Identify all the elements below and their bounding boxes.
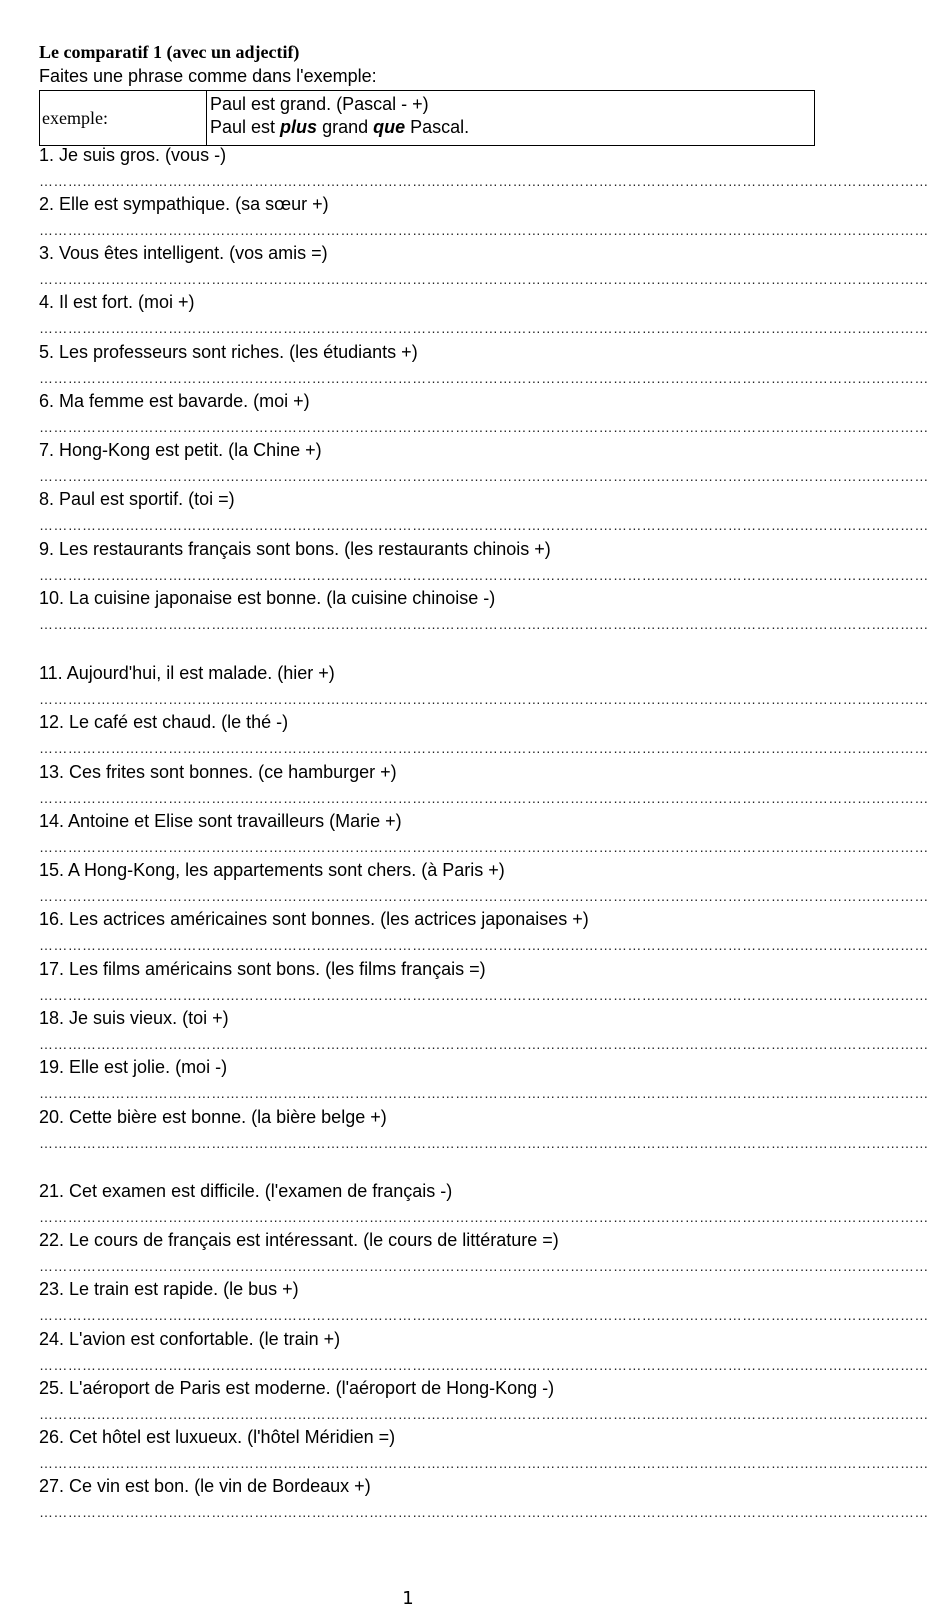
example-que: que xyxy=(373,117,406,137)
exercise-item xyxy=(39,489,929,539)
exercise-item xyxy=(39,440,929,490)
exercise-item xyxy=(39,909,929,959)
exercise-item xyxy=(39,1181,929,1231)
exercise-item xyxy=(39,712,929,762)
exercise-item xyxy=(39,762,929,812)
exercise-question: 20. Cette bière est bonne. (la bière belge +) xyxy=(39,1107,387,1127)
example-text: Paul est xyxy=(210,117,281,137)
exercise-item xyxy=(39,860,929,910)
answer-line[interactable]: …………………………………………………………………………………………………………………………………………………………………… xyxy=(39,888,929,904)
answer-line[interactable]: …………………………………………………………………………………………………………………………………………………………………… xyxy=(39,1258,929,1274)
example-plus: plus xyxy=(280,117,318,137)
exercise-question: 21. Cet examen est difficile. (l'examen de français -) xyxy=(39,1181,453,1201)
exercise-question: 26. Cet hôtel est luxueux. (l'hôtel Méridien =) xyxy=(39,1427,396,1447)
example-text: grand xyxy=(317,117,374,137)
answer-line[interactable]: …………………………………………………………………………………………………………………………………………………………………… xyxy=(39,1036,929,1052)
exercise-question: 15. A Hong-Kong, les appartements sont chers. (à Paris +) xyxy=(39,860,505,880)
example-sentences xyxy=(207,91,469,145)
exercise-question: 8. Paul est sportif. (toi =) xyxy=(39,489,235,509)
answer-line[interactable]: …………………………………………………………………………………………………………………………………………………………………… xyxy=(39,222,929,238)
answer-line[interactable]: …………………………………………………………………………………………………………………………………………………………………… xyxy=(39,1209,929,1225)
exercise-question: 18. Je suis vieux. (toi +) xyxy=(39,1008,229,1028)
exercise-item xyxy=(39,391,929,441)
exercise-question: 7. Hong-Kong est petit. (la Chine +) xyxy=(39,440,322,460)
exercise-item xyxy=(39,1230,929,1280)
exercise-question: 17. Les films américains sont bons. (les films français =) xyxy=(39,959,486,979)
exercise-question: 23. Le train est rapide. (le bus +) xyxy=(39,1279,299,1299)
exercise-question: 6. Ma femme est bavarde. (moi +) xyxy=(39,391,310,411)
answer-line[interactable]: …………………………………………………………………………………………………………………………………………………………………… xyxy=(39,320,929,336)
exercise-question: 10. La cuisine japonaise est bonne. (la cuisine chinoise -) xyxy=(39,588,496,608)
exercise-item xyxy=(39,243,929,293)
answer-line[interactable]: …………………………………………………………………………………………………………………………………………………………………… xyxy=(39,1406,929,1422)
example-text: Pascal. xyxy=(405,117,470,137)
exercise-item xyxy=(39,1329,929,1379)
exercise-item xyxy=(39,1279,929,1329)
worksheet-title: Le comparatif 1 (avec un adjectif) xyxy=(39,42,300,62)
exercise-item xyxy=(39,292,929,342)
example-line-1: Paul est grand. (Pascal - +) xyxy=(210,94,429,114)
exercise-item xyxy=(39,959,929,1009)
answer-line[interactable]: …………………………………………………………………………………………………………………………………………………………………… xyxy=(39,691,929,707)
exercise-question: 3. Vous êtes intelligent. (vos amis =) xyxy=(39,243,328,263)
exercise-question: 9. Les restaurants français sont bons. (les restaurants chinois +) xyxy=(39,539,551,559)
exercise-question: 12. Le café est chaud. (le thé -) xyxy=(39,712,289,732)
answer-line[interactable]: …………………………………………………………………………………………………………………………………………………………………… xyxy=(39,517,929,533)
example-line-2 xyxy=(210,116,469,139)
example-box xyxy=(39,90,815,146)
exercise-question: 19. Elle est jolie. (moi -) xyxy=(39,1057,228,1077)
exercise-item xyxy=(39,1008,929,1058)
exercise-item xyxy=(39,1107,929,1157)
exercise-question: 25. L'aéroport de Paris est moderne. (l'aéroport de Hong-Kong -) xyxy=(39,1378,555,1398)
answer-line[interactable]: …………………………………………………………………………………………………………………………………………………………………… xyxy=(39,1307,929,1323)
page-number: 1 xyxy=(402,1588,414,1609)
exercise-question: 1. Je suis gros. (vous -) xyxy=(39,145,227,165)
answer-line[interactable]: …………………………………………………………………………………………………………………………………………………………………… xyxy=(39,1357,929,1373)
answer-line[interactable]: …………………………………………………………………………………………………………………………………………………………………… xyxy=(39,616,929,632)
exercise-item xyxy=(39,811,929,861)
exercise-item xyxy=(39,1378,929,1428)
exercise-item xyxy=(39,588,929,638)
answer-line[interactable]: …………………………………………………………………………………………………………………………………………………………………… xyxy=(39,1085,929,1101)
exercise-question: 2. Elle est sympathique. (sa sœur +) xyxy=(39,194,329,214)
exercise-item xyxy=(39,194,929,244)
example-label: exemple: xyxy=(40,91,207,145)
answer-line[interactable]: …………………………………………………………………………………………………………………………………………………………………… xyxy=(39,567,929,583)
exercise-item xyxy=(39,1427,929,1477)
answer-line[interactable]: …………………………………………………………………………………………………………………………………………………………………… xyxy=(39,839,929,855)
exercise-question: 24. L'avion est confortable. (le train +) xyxy=(39,1329,341,1349)
exercise-question: 14. Antoine et Elise sont travailleurs (Marie +) xyxy=(39,811,402,831)
instruction-text: Faites une phrase comme dans l'exemple: xyxy=(39,66,377,86)
answer-line[interactable]: …………………………………………………………………………………………………………………………………………………………………… xyxy=(39,419,929,435)
answer-line[interactable]: …………………………………………………………………………………………………………………………………………………………………… xyxy=(39,937,929,953)
answer-line[interactable]: …………………………………………………………………………………………………………………………………………………………………… xyxy=(39,468,929,484)
answer-line[interactable]: …………………………………………………………………………………………………………………………………………………………………… xyxy=(39,740,929,756)
answer-line[interactable]: …………………………………………………………………………………………………………………………………………………………………… xyxy=(39,173,929,189)
exercise-question: 22. Le cours de français est intéressant. (le cours de littérature =) xyxy=(39,1230,559,1250)
answer-line[interactable]: …………………………………………………………………………………………………………………………………………………………………… xyxy=(39,1455,929,1471)
exercise-question: 16. Les actrices américaines sont bonnes. (les actrices japonaises +) xyxy=(39,909,589,929)
exercise-item xyxy=(39,1057,929,1107)
answer-line[interactable]: …………………………………………………………………………………………………………………………………………………………………… xyxy=(39,370,929,386)
answer-line[interactable]: …………………………………………………………………………………………………………………………………………………………………… xyxy=(39,1504,929,1520)
answer-line[interactable]: …………………………………………………………………………………………………………………………………………………………………… xyxy=(39,271,929,287)
answer-line[interactable]: …………………………………………………………………………………………………………………………………………………………………… xyxy=(39,1135,929,1151)
exercise-question: 11. Aujourd'hui, il est malade. (hier +) xyxy=(39,663,335,683)
exercise-item xyxy=(39,663,929,713)
exercise-item xyxy=(39,1476,929,1526)
exercise-question: 27. Ce vin est bon. (le vin de Bordeaux +) xyxy=(39,1476,371,1496)
exercise-item xyxy=(39,539,929,589)
exercise-item xyxy=(39,342,929,392)
exercise-question: 5. Les professeurs sont riches. (les étudiants +) xyxy=(39,342,418,362)
answer-line[interactable]: …………………………………………………………………………………………………………………………………………………………………… xyxy=(39,987,929,1003)
exercise-item xyxy=(39,145,929,195)
exercise-question: 13. Ces frites sont bonnes. (ce hamburger +) xyxy=(39,762,397,782)
answer-line[interactable]: …………………………………………………………………………………………………………………………………………………………………… xyxy=(39,790,929,806)
exercise-question: 4. Il est fort. (moi +) xyxy=(39,292,195,312)
